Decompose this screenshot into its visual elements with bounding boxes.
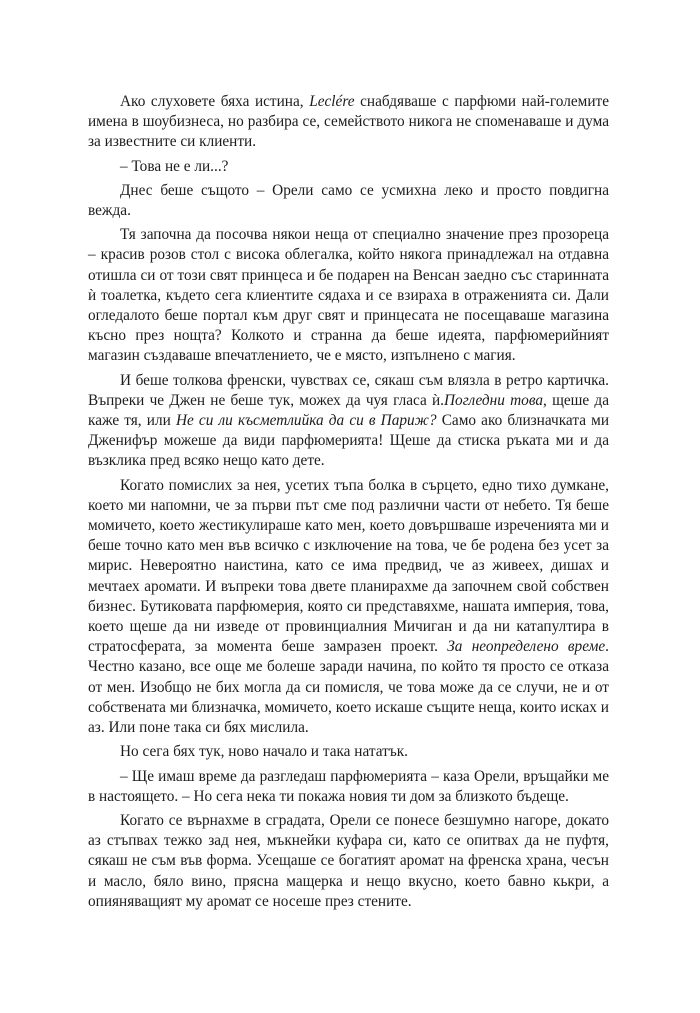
text-run: Днес беше същото – Орели само се усмихна леко и просто повдигна вежда.: [88, 181, 609, 220]
text-run: снабдяваше с парфюми най-големите имена в шоубизнеса, но разбира се, семейството никога не споменаваше и дума за известните си клиенти.: [88, 93, 609, 151]
dialogue-line: – Ще имаш време да разгледаш парфюмерията – каза Орели, връщайки ме в настоящето. – Но сега нека ти покажа новия ти дом за близкото бъдеще.: [88, 767, 609, 805]
paragraph-9: [88, 811, 609, 912]
text-run: Само ако близначката ми Дженифър можеше да види парфюмерията! Щеше да стиска ръката ми и да възклика пред всяко нещо като дете.: [88, 412, 610, 470]
book-page: [88, 92, 609, 916]
paragraph-2: [88, 157, 609, 177]
paragraph-4: [88, 225, 609, 366]
paragraph-5: [88, 371, 609, 472]
text-run: Когато помислих за нея, усетих тъпа болка в сърцето, едно тихо думкане, което ми напомни, че за първи път сме под различни части от небето. Тя беше момичето, което жестикулираше като мен, което довършваше изреченията ми и беше точно като мен във всичко с изключение на това, че бе родена без усет за мирис. Невероятно наистина, като се има предвид, че аз живеех, дишах и мечтаех аромати. И въпреки това двете планирахме да започнем свой собствен бизнес. Бутиковата парфюмерия, която си представяхме, нашата империя, това, което щеше да ни изведе от провинциалния Мичиган и да ни катапултира в стратосферата, за момента беше замразен проект.: [88, 476, 609, 656]
paragraph-7: [88, 742, 609, 762]
italic-phrase: За неопределено време: [447, 638, 606, 656]
text-run: , щеше да каже тя, или: [88, 391, 610, 430]
text-run: Но сега бях тук, ново начало и така нататък.: [120, 743, 408, 761]
paragraph-6: [88, 476, 609, 739]
paragraph-8: [88, 767, 609, 807]
italic-brand-name: Leclére: [309, 93, 355, 110]
text-run: И беше толкова френски, чувствах се, сякаш съм влязла в ретро картичка. Въпреки че Джен не беше тук, можех да чуя гласа ѝ.: [88, 371, 609, 409]
text-run: Тя започна да посочва някои неща от специално значение през прозореца – красив розов стол с висока облегалка, който някога принадлежал на отдавна отишла си от този свят принцеса и бе подарен на Венсан заедно със старинната ѝ тоалетка, където сега клиентите сядаха и се взираха в отраженията си. Дали огледалото беше портал към друг свят и принцесата не посещаваше магазина късно през нощта? Колкото и странна да беше идеята, парфюмерийният магазин създаваше впечатлението, че е място, изпълнено с магия.: [88, 226, 609, 365]
paragraph-1: [88, 92, 609, 153]
italic-quote: Не си ли късметлийка да си в Париж?: [175, 412, 437, 430]
text-run: Ако слуховете бяха истина,: [120, 93, 310, 110]
dialogue-line: – Това не е ли...?: [120, 157, 229, 175]
text-run: Когато се върнахме в сградата, Орели се понесе безшумно нагоре, докато аз стъпвах тежко зад нея, мъкнейки куфара си, като се опитвах да не пуфтя, сякаш не съм във форма. Усещаше се богатият аромат на френска храна, чесън и масло, бяло вино, прясна мащерка и нещо вкусно, което бавно кькри, а опияняващият му аромат се носеше през стените.: [88, 811, 609, 910]
italic-quote: Погледни това: [444, 391, 544, 409]
paragraph-3: [88, 181, 609, 221]
text-run: . Честно казано, все още ме болеше заради начина, по който тя просто се отказа от мен. Изобщо не бих могла да си помисля, че това може да се случи, не и от собствената ми близначка, момичето, което искаше същите неща, които исках и аз. Или поне така си бях мислила.: [88, 638, 609, 737]
